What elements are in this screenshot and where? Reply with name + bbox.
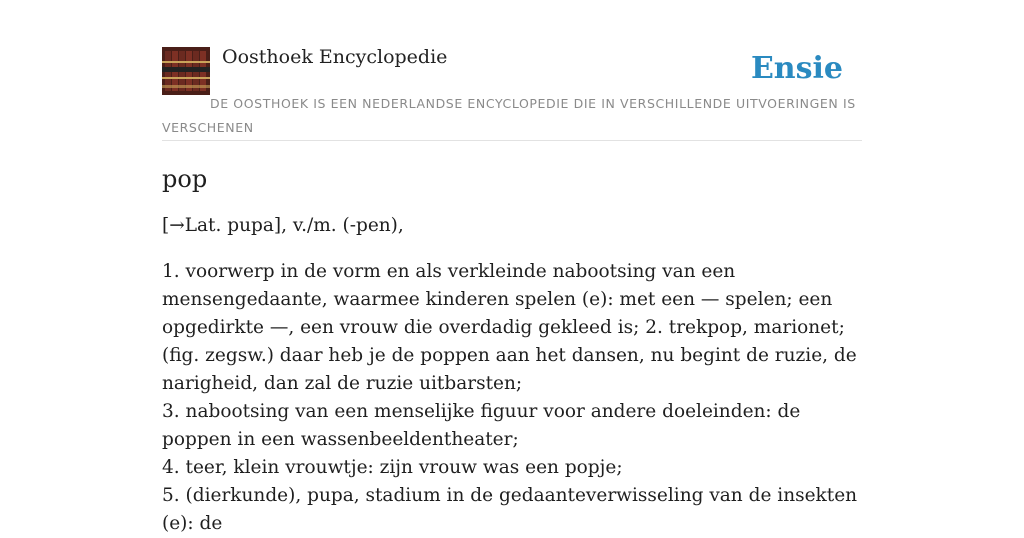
ensie-logo[interactable]: Ensie	[750, 51, 843, 86]
site-header	[162, 46, 862, 141]
definition-list	[162, 258, 862, 538]
site-name[interactable]: Oosthoek Encyclopedie	[222, 46, 448, 68]
site-tagline: DE OOSTHOEK IS EEN NEDERLANDSE ENCYCLOPEDIE DIE IN VERSCHILLENDE UITVOERINGEN IS VERSCHENEN	[162, 96, 856, 135]
definition-item: 4. teer, klein vrouwtje: zijn vrouw was een popje;	[162, 457, 623, 478]
definition-item: 3. nabootsing van een menselijke figuur voor andere doeleinden: de poppen in een wassenbeeldentheater;	[162, 401, 801, 450]
encyclopedia-books-icon[interactable]	[162, 47, 210, 95]
entry-content	[162, 160, 862, 538]
entry-etymology: [→Lat. pupa], v./m. (-pen),	[162, 215, 404, 236]
definition-item: 1. voorwerp in de vorm en als verkleinde nabootsing van een mensengedaante, waarmee kinderen spelen (e): met een — spelen; een opgedirkte —, een vrouw die overdadig gekleed is; 2. trekpop, marionet; (fig. zegsw.) daar heb je de poppen aan het dansen, nu begint de ruzie, de narigheid, dan zal de ruzie uitbarsten;	[162, 261, 857, 394]
entry-headword: pop	[162, 165, 208, 193]
definition-item: 5. (dierkunde), pupa, stadium in de gedaanteverwisseling van de insekten (e): de	[162, 485, 858, 534]
